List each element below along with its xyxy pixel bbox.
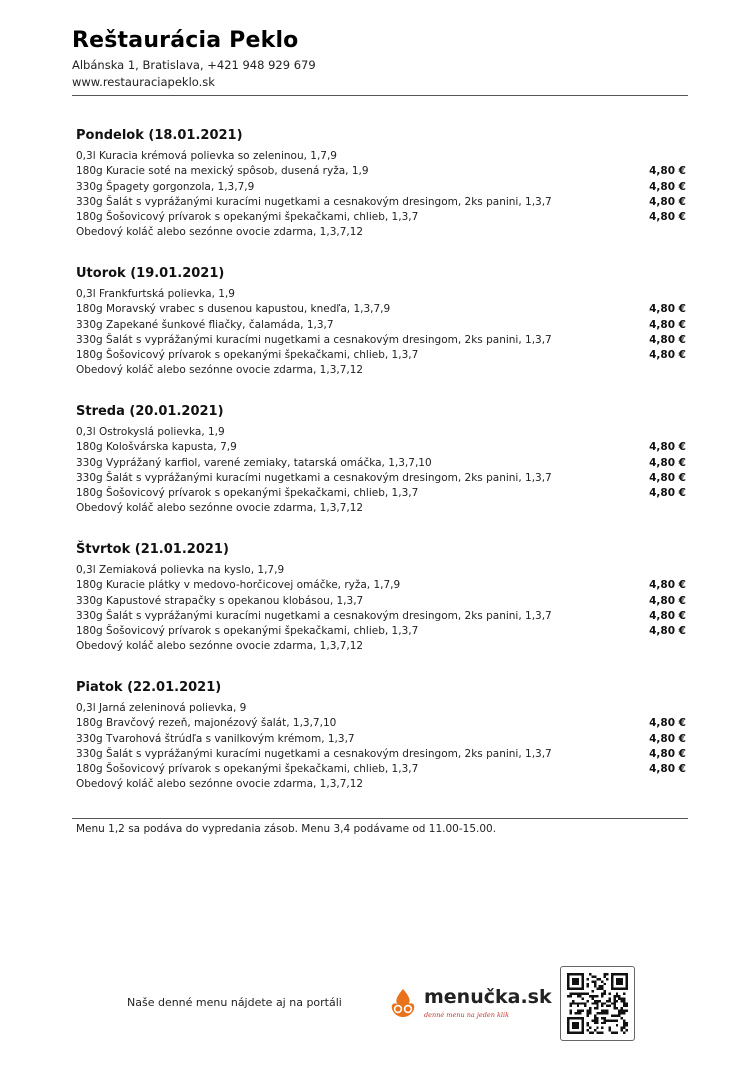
menu-item xyxy=(76,210,686,225)
restaurant-name: Reštaurácia Peklo xyxy=(72,28,299,53)
menu-item-price: 4,80 € xyxy=(649,471,686,484)
menu-item-name: Obedový koláč alebo sezónne ovocie zdarma, 1,3,7,12 xyxy=(76,364,364,377)
menu-item xyxy=(76,578,686,593)
menu-item-price: 4,80 € xyxy=(649,303,686,316)
menu-item-price: 4,80 € xyxy=(649,747,686,760)
restaurant-address: Albánska 1, Bratislava, +421 948 929 679 xyxy=(72,58,316,72)
restaurant-header xyxy=(72,28,688,91)
menu-item-name: 0,3l Jarná zeleninová polievka, 9 xyxy=(76,702,247,714)
menu-item xyxy=(76,732,686,747)
menu-item xyxy=(76,348,686,363)
menu-item-name: Obedový koláč alebo sezónne ovocie zdarma, 1,3,7,12 xyxy=(76,640,364,653)
menu-item-name: 180g Kuracie plátky v medovo-horčicovej omáčke, ryža, 1,7,9 xyxy=(76,579,401,592)
menu-item-name: 330g Šalát s vyprážanými kuracími nugetkami a cesnakovým dresingom, 2ks panini, 1,3,7 xyxy=(76,747,552,760)
menu-item-price: 4,80 € xyxy=(649,609,686,622)
menu-item-price: 4,80 € xyxy=(649,456,686,469)
menu-item-price: 4,80 € xyxy=(649,165,686,178)
menu-item-name: 330g Zapekané šunkové fliačky, čalamáda, 1,3,7 xyxy=(76,318,334,331)
menu-item-name: Obedový koláč alebo sezónne ovocie zdarma, 1,3,7,12 xyxy=(76,226,364,239)
menu-item-price: 4,80 € xyxy=(649,195,686,208)
footer-divider xyxy=(72,818,688,819)
menu-item xyxy=(76,225,686,240)
portal-promo: Naše denné menu nájdete aj na portáli xyxy=(127,996,342,1009)
menu-item xyxy=(76,180,686,195)
menu-item xyxy=(76,440,686,455)
menu-item-name: 330g Šalát s vyprážanými kuracími nugetkami a cesnakovým dresingom, 2ks panini, 1,3,7 xyxy=(76,195,552,208)
menu-days xyxy=(76,126,686,816)
menu-item-name: 180g Šošovicový prívarok s opekanými špekačkami, chlieb, 1,3,7 xyxy=(76,211,419,224)
menu-item-name: 330g Špagety gorgonzola, 1,3,7,9 xyxy=(76,180,255,193)
menu-item-name: 180g Kološvárska kapusta, 7,9 xyxy=(76,441,237,454)
header-divider xyxy=(72,95,688,96)
menu-item xyxy=(76,302,686,317)
menu-item-price: 4,80 € xyxy=(649,180,686,193)
menucka-flame-icon xyxy=(386,986,420,1020)
day-section xyxy=(76,678,686,816)
menu-item xyxy=(76,777,686,792)
menu-item-price: 4,80 € xyxy=(649,333,686,346)
menu-item-price: 4,80 € xyxy=(649,318,686,331)
menu-item-price: 4,80 € xyxy=(649,579,686,592)
menu-item-price: 4,80 € xyxy=(649,717,686,730)
menu-item xyxy=(76,563,686,578)
day-title: Streda (20.01.2021) xyxy=(76,404,224,419)
day-title: Pondelok (18.01.2021) xyxy=(76,128,243,143)
menu-item xyxy=(76,149,686,164)
menu-item-price: 4,80 € xyxy=(649,763,686,776)
menu-item xyxy=(76,425,686,440)
menu-item xyxy=(76,471,686,486)
menu-item-name: Obedový koláč alebo sezónne ovocie zdarma, 1,3,7,12 xyxy=(76,778,364,791)
day-title: Piatok (22.01.2021) xyxy=(76,680,222,695)
menu-item-price: 4,80 € xyxy=(649,487,686,500)
menu-item xyxy=(76,318,686,333)
menu-item-price: 4,80 € xyxy=(649,349,686,362)
menu-item xyxy=(76,501,686,516)
menu-item xyxy=(76,594,686,609)
menu-item-price: 4,80 € xyxy=(649,732,686,745)
menu-item-price: 4,80 € xyxy=(649,625,686,638)
qr-code-icon xyxy=(567,973,628,1034)
menu-item-price: 4,80 € xyxy=(649,441,686,454)
day-title: Utorok (19.01.2021) xyxy=(76,266,225,281)
menu-item xyxy=(76,195,686,210)
menu-item-name: 0,3l Ostrokyslá polievka, 1,9 xyxy=(76,426,225,438)
menu-item-name: 330g Kapustové strapačky s opekanou klobásou, 1,3,7 xyxy=(76,594,364,607)
logo-name: menučka.sk xyxy=(424,986,552,1008)
menu-item xyxy=(76,164,686,179)
menu-item-name: 180g Kuracie soté na mexický spôsob, dusená ryža, 1,9 xyxy=(76,165,369,178)
menu-item-name: 330g Tvarohová štrúdľa s vanilkovým krémom, 1,3,7 xyxy=(76,732,355,745)
menu-item xyxy=(76,701,686,716)
day-section xyxy=(76,540,686,678)
menu-item xyxy=(76,747,686,762)
menu-note: Menu 1,2 sa podáva do vypredania zásob. Menu 3,4 podávame od 11.00-15.00. xyxy=(76,823,497,835)
day-title: Štvrtok (21.01.2021) xyxy=(76,542,229,557)
day-section xyxy=(76,126,686,264)
menu-item-name: 330g Šalát s vyprážanými kuracími nugetkami a cesnakovým dresingom, 2ks panini, 1,3,7 xyxy=(76,333,552,346)
menu-item xyxy=(76,363,686,378)
menu-item-name: 0,3l Frankfurtská polievka, 1,9 xyxy=(76,288,235,300)
menu-item-name: 180g Šošovicový prívarok s opekanými špekačkami, chlieb, 1,3,7 xyxy=(76,625,419,638)
menu-item xyxy=(76,456,686,471)
day-section xyxy=(76,402,686,540)
menu-item-name: 180g Šošovicový prívarok s opekanými špekačkami, chlieb, 1,3,7 xyxy=(76,487,419,500)
menu-item-name: 180g Bravčový rezeň, majonézový šalát, 1,3,7,10 xyxy=(76,717,337,730)
restaurant-website[interactable]: www.restauraciapeklo.sk xyxy=(72,75,215,89)
menu-item xyxy=(76,287,686,302)
menucka-logo[interactable] xyxy=(386,984,552,1024)
qr-code[interactable] xyxy=(560,966,635,1041)
menu-item xyxy=(76,486,686,501)
menu-item xyxy=(76,624,686,639)
menu-item-name: 180g Moravský vrabec s dusenou kapustou, knedľa, 1,3,7,9 xyxy=(76,303,391,316)
menu-item xyxy=(76,762,686,777)
menu-item xyxy=(76,639,686,654)
menu-item-name: 330g Šalát s vyprážanými kuracími nugetkami a cesnakovým dresingom, 2ks panini, 1,3,7 xyxy=(76,609,552,622)
day-section xyxy=(76,264,686,402)
menu-item-name: 0,3l Kuracia krémová polievka so zeleninou, 1,7,9 xyxy=(76,150,337,162)
menu-item-name: 330g Šalát s vyprážanými kuracími nugetkami a cesnakovým dresingom, 2ks panini, 1,3,7 xyxy=(76,471,552,484)
menu-item-name: 330g Vyprážaný karfiol, varené zemiaky, tatarská omáčka, 1,3,7,10 xyxy=(76,456,432,469)
menu-item-name: 180g Šošovicový prívarok s opekanými špekačkami, chlieb, 1,3,7 xyxy=(76,349,419,362)
menu-item-price: 4,80 € xyxy=(649,211,686,224)
menu-item-name: 0,3l Zemiaková polievka na kyslo, 1,7,9 xyxy=(76,564,285,576)
menu-item-price: 4,80 € xyxy=(649,594,686,607)
menu-item xyxy=(76,609,686,624)
menu-item xyxy=(76,333,686,348)
logo-tagline: denné menu na jeden klik xyxy=(424,1011,510,1019)
menu-item xyxy=(76,716,686,731)
menu-item-name: 180g Šošovicový prívarok s opekanými špekačkami, chlieb, 1,3,7 xyxy=(76,763,419,776)
menu-item-name: Obedový koláč alebo sezónne ovocie zdarma, 1,3,7,12 xyxy=(76,502,364,515)
